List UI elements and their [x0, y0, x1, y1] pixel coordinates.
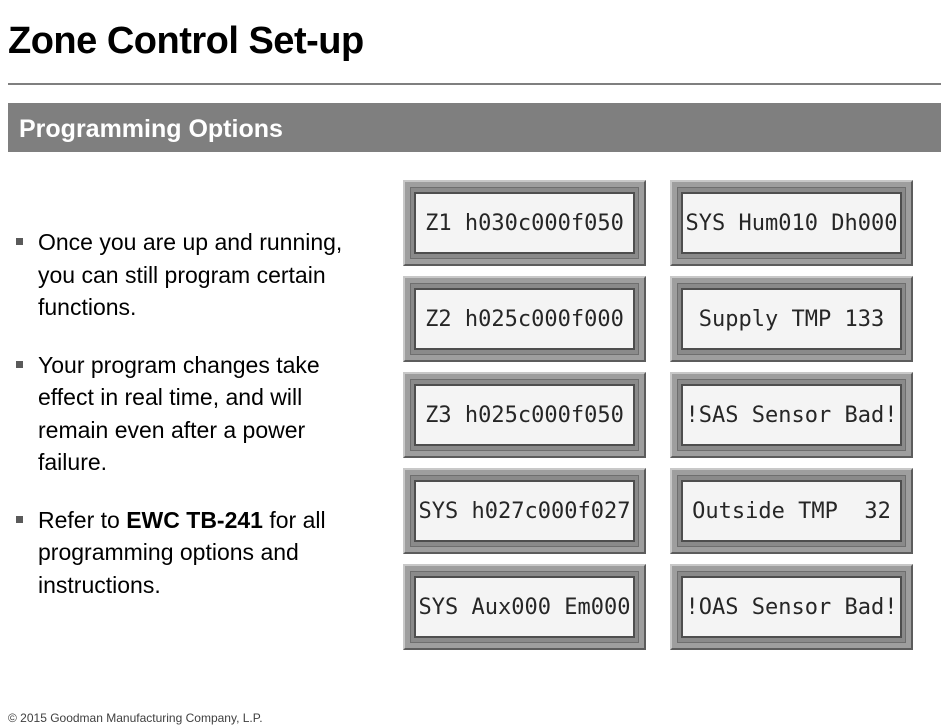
title-divider — [8, 83, 941, 85]
lcd-text: Z3 h025c000f050 — [425, 402, 624, 428]
lcd-text: SYS Aux000 Em000 — [418, 594, 631, 620]
lcd-screen — [414, 576, 635, 638]
lcd-screen — [681, 192, 902, 254]
section-title: Programming Options — [19, 115, 283, 143]
bullet-text-part: for all programming options and instructions. — [38, 506, 326, 598]
lcd-screen — [681, 576, 902, 638]
bullet-text-part: Refer to — [38, 506, 127, 533]
lcd-display-sys-setpoints — [403, 468, 646, 554]
bullet-item — [14, 349, 364, 479]
lcd-display-sys-aux — [403, 564, 646, 650]
bullet-square-icon — [16, 238, 23, 245]
lcd-display-sas-sensor — [670, 372, 913, 458]
lcd-screen — [681, 288, 902, 350]
bullet-square-icon — [16, 516, 23, 523]
lcd-text: Outside TMP 32 — [692, 498, 891, 524]
lcd-text: !OAS Sensor Bad! — [685, 594, 898, 620]
lcd-display-z1 — [403, 180, 646, 266]
bullet-text: Your program changes take effect in real time, and will remain even after a power failure. — [38, 351, 320, 475]
lcd-screen — [414, 384, 635, 446]
lcd-text: Supply TMP 133 — [698, 306, 885, 332]
bullet-square-icon — [16, 361, 23, 368]
lcd-display-z3 — [403, 372, 646, 458]
lcd-screen — [681, 384, 902, 446]
section-header-bar — [8, 103, 941, 152]
lcd-display-outside-temp — [670, 468, 913, 554]
document-reference: EWC TB-241 — [126, 506, 263, 533]
lcd-text: SYS Hum010 Dh000 — [685, 210, 898, 236]
copyright-footer: © 2015 Goodman Manufacturing Company, L.P. — [8, 711, 263, 725]
lcd-text: Z2 h025c000f000 — [425, 306, 624, 332]
slide-title: Zone Control Set-up — [8, 20, 364, 62]
lcd-text: !SAS Sensor Bad! — [685, 402, 898, 428]
bullet-item — [14, 504, 364, 602]
lcd-display-oas-sensor — [670, 564, 913, 650]
lcd-screen — [414, 288, 635, 350]
lcd-display-z2 — [403, 276, 646, 362]
lcd-screen — [414, 192, 635, 254]
bullet-text — [38, 507, 326, 598]
lcd-screen — [681, 480, 902, 542]
lcd-screen — [414, 480, 635, 542]
lcd-display-supply-temp — [670, 276, 913, 362]
bullet-list — [14, 226, 364, 626]
bullet-item — [14, 226, 364, 324]
bullet-text: Once you are up and running, you can still program certain functions. — [38, 229, 343, 320]
lcd-text: SYS h027c000f027 — [418, 498, 631, 524]
lcd-text: Z1 h030c000f050 — [425, 210, 624, 236]
lcd-display-sys-humidity — [670, 180, 913, 266]
